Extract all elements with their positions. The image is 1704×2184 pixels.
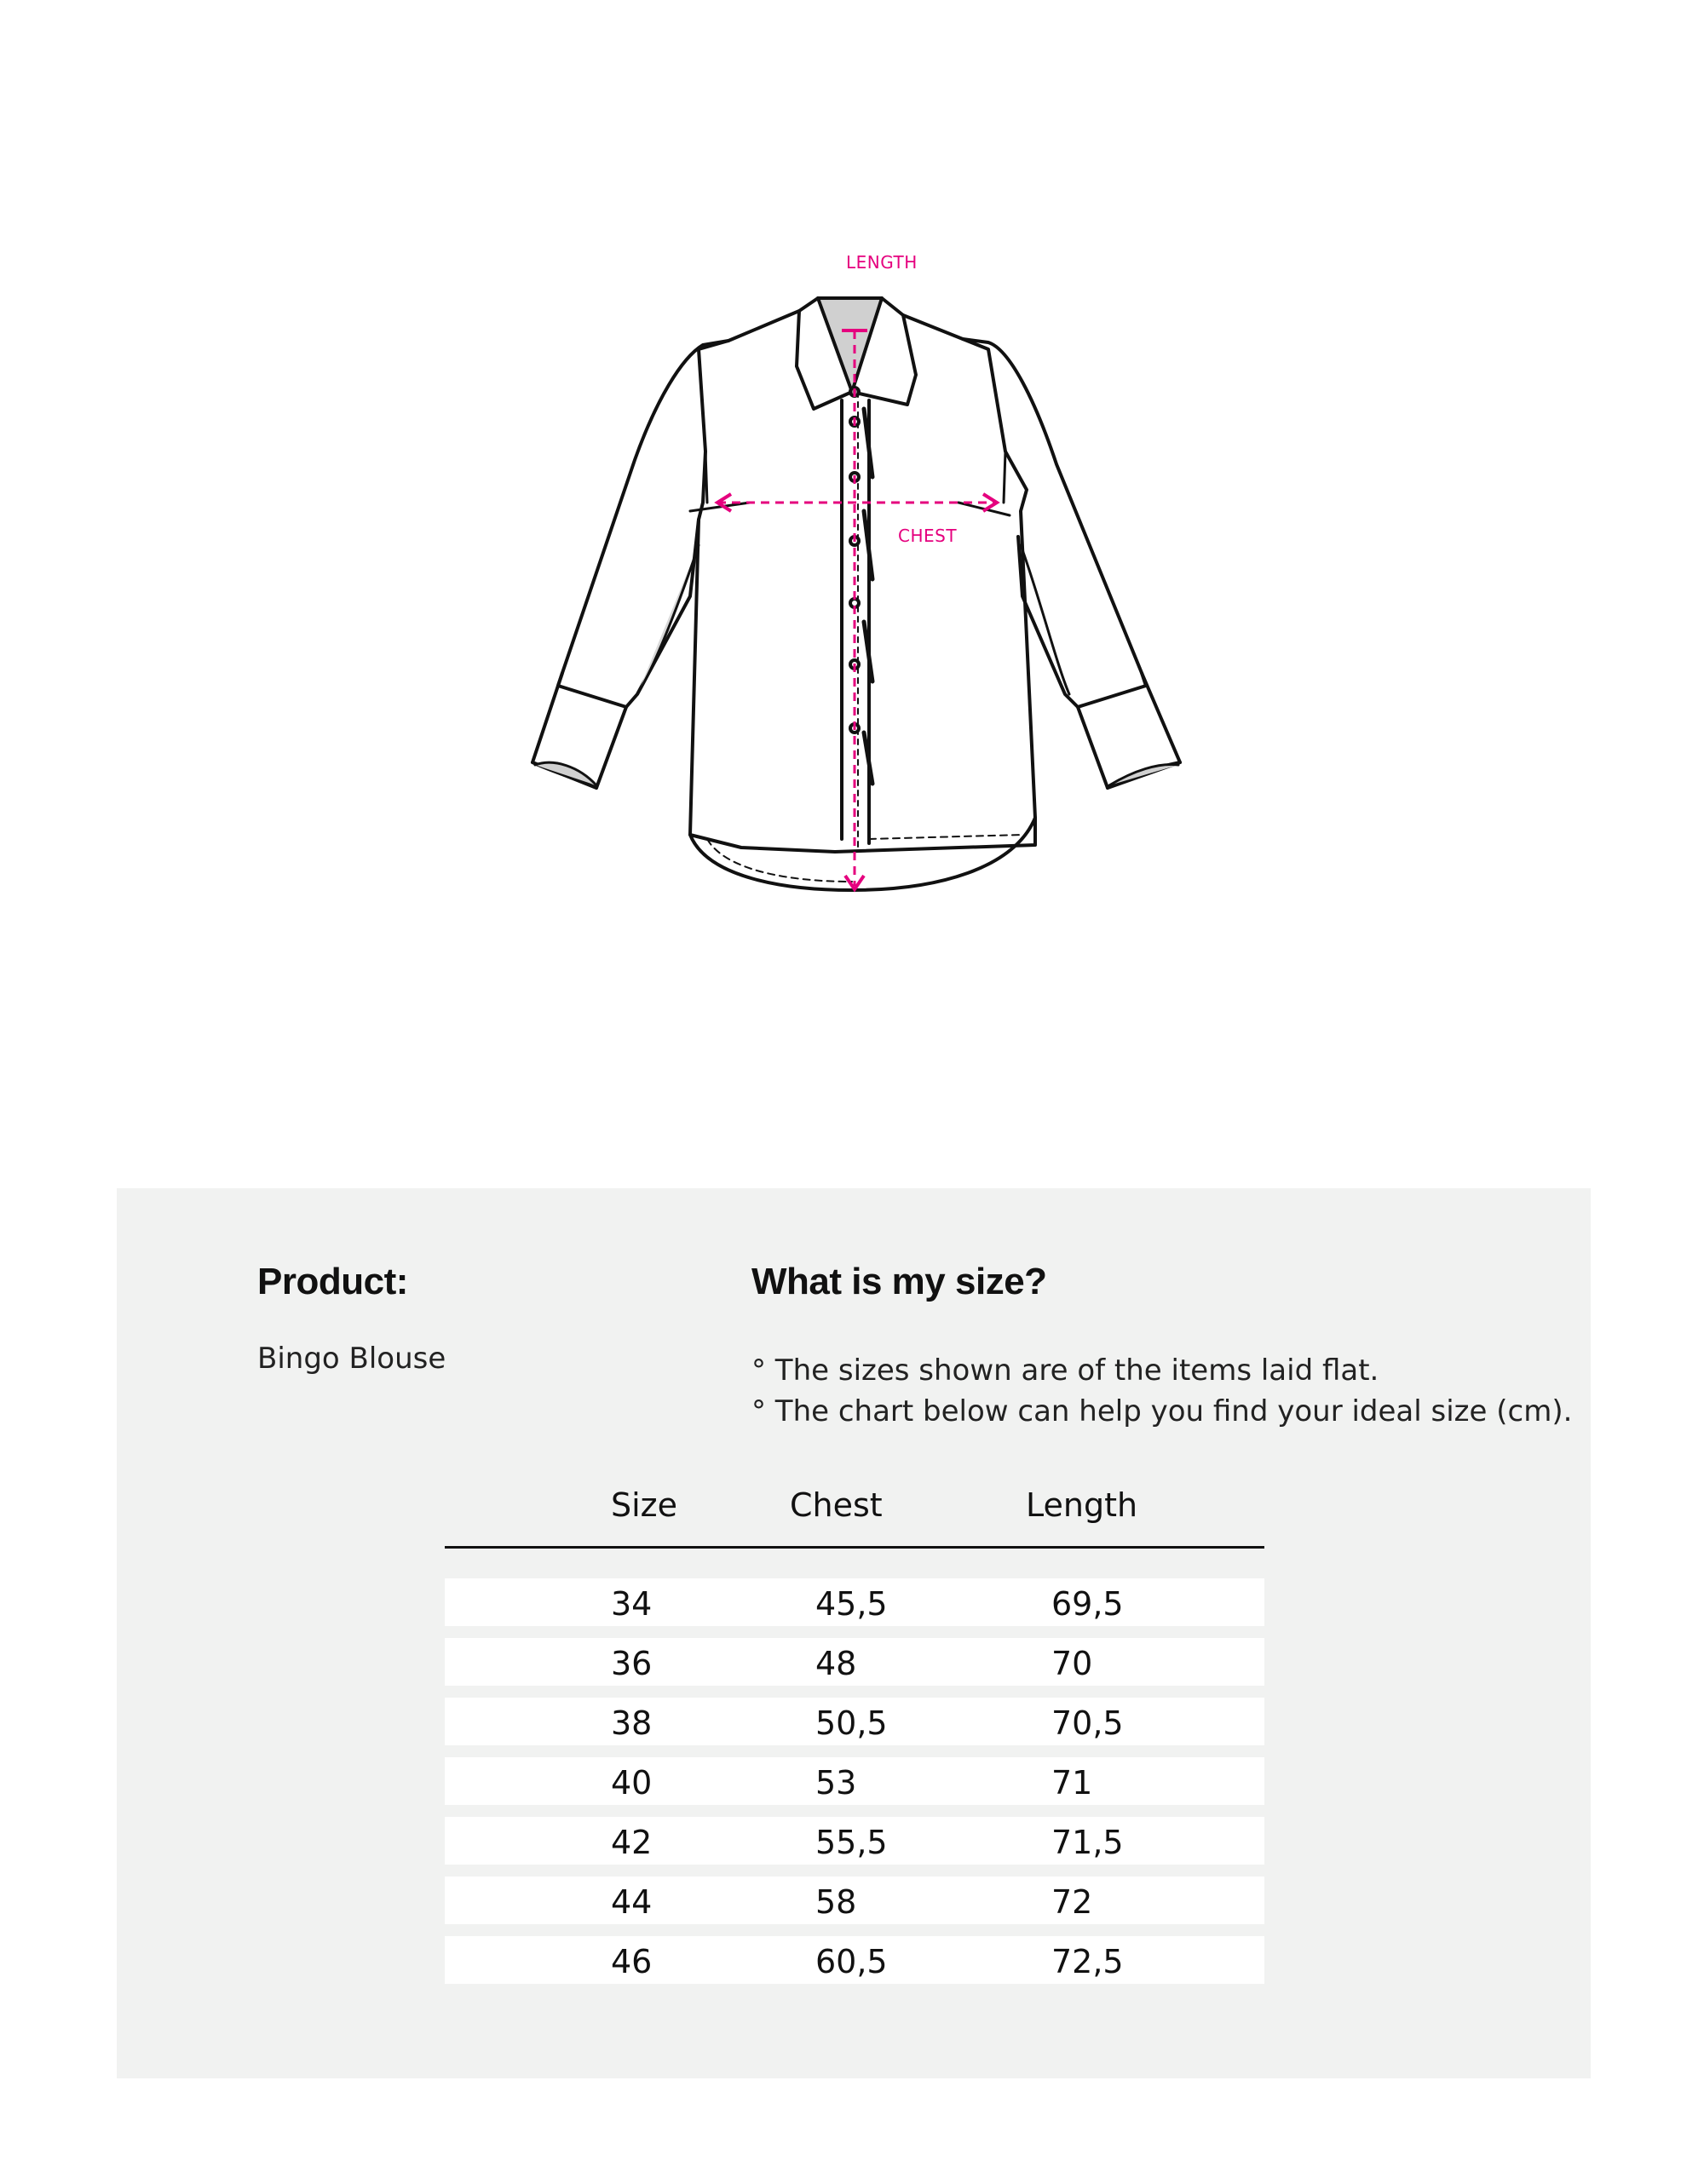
- product-heading: Product:: [257, 1261, 408, 1302]
- cell-length: 70: [1051, 1645, 1093, 1682]
- cell-length: 72,5: [1051, 1943, 1124, 1980]
- header-length: Length: [1026, 1486, 1138, 1524]
- cell-size: 38: [611, 1704, 653, 1742]
- table-row: [445, 1757, 1264, 1805]
- cell-length: 71: [1051, 1764, 1093, 1802]
- header-size: Size: [611, 1486, 678, 1524]
- cell-length: 70,5: [1051, 1704, 1124, 1742]
- size-table: [445, 1478, 1264, 1996]
- cell-size: 36: [611, 1645, 653, 1682]
- size-help-heading: What is my size?: [751, 1261, 1047, 1302]
- cell-length: 69,5: [1051, 1585, 1124, 1623]
- shirt-diagram: [0, 0, 1704, 1022]
- cell-chest: 50,5: [815, 1704, 888, 1742]
- cell-size: 44: [611, 1883, 653, 1921]
- cell-chest: 58: [815, 1883, 857, 1921]
- cell-size: 34: [611, 1585, 653, 1623]
- cell-chest: 55,5: [815, 1824, 888, 1861]
- cell-size: 46: [611, 1943, 653, 1980]
- table-row: [445, 1638, 1264, 1686]
- cell-size: 40: [611, 1764, 653, 1802]
- table-header: [445, 1478, 1264, 1549]
- size-note: ° The chart below can help you find your ideal size (cm).: [751, 1394, 1573, 1428]
- cell-chest: 48: [815, 1645, 857, 1682]
- table-body: [445, 1578, 1264, 1984]
- table-row: [445, 1817, 1264, 1865]
- table-row: [445, 1936, 1264, 1984]
- cell-chest: 45,5: [815, 1585, 888, 1623]
- chest-label: CHEST: [898, 526, 958, 546]
- table-row: [445, 1578, 1264, 1626]
- size-notes: [751, 1350, 1572, 1432]
- cell-chest: 53: [815, 1764, 857, 1802]
- cell-chest: 60,5: [815, 1943, 888, 1980]
- table-row: [445, 1698, 1264, 1745]
- product-name: Bingo Blouse: [257, 1342, 446, 1376]
- cell-size: 42: [611, 1824, 653, 1861]
- header-chest: Chest: [790, 1486, 883, 1524]
- cell-length: 71,5: [1051, 1824, 1124, 1861]
- cell-length: 72: [1051, 1883, 1093, 1921]
- table-row: [445, 1877, 1264, 1924]
- shirt-icon: [0, 0, 1704, 1022]
- size-info-panel: [117, 1188, 1591, 2078]
- length-label: LENGTH: [846, 252, 918, 273]
- size-note: ° The sizes shown are of the items laid flat.: [751, 1354, 1379, 1388]
